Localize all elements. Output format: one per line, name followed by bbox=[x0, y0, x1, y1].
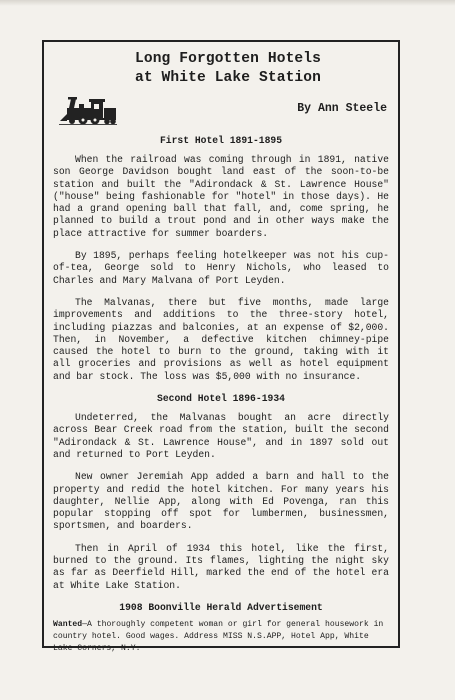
article-title bbox=[53, 50, 389, 88]
page-top-shadow bbox=[0, 0, 455, 6]
advertisement-text bbox=[53, 619, 389, 654]
paragraph: Then in April of 1934 this hotel, like the first, burned to the ground. Its flames, lighting the night sky as far as Deerfield Hill, marked the end of the hotel era at White Lake Station. bbox=[53, 542, 389, 591]
paragraph: By 1895, perhaps feeling hotelkeeper was not his cup-of-tea, George sold to Henry Nichols, who leased to Charles and Mary Malvana of Port Leyden. bbox=[53, 250, 389, 286]
section-heading-second-hotel: Second Hotel 1896-1934 bbox=[157, 393, 285, 405]
author-byline: By Ann Steele bbox=[297, 102, 387, 115]
section-heading-first-hotel: First Hotel 1891-1895 bbox=[159, 135, 283, 146]
paragraph: When the railroad was coming through in 1891, native son George Davidson bought land east of the soon-to-be station and built the "Adirondack & St. Lawrence House" ("house" being fashionable for "hotel" in those days). He had a grand opening ball that fall, and, come spring, he planned to build a trout pond and in other ways make the place attractive for summer boarders. bbox=[53, 154, 389, 239]
paragraph: New owner Jeremiah App added a barn and hall to the property and redid the hotel kitchen. For many years his daughter, Nellie App, along with Ed Povenga, ran this popular stopping off spot for lumbermen, businessmen, sportsmen, and boarders. bbox=[53, 471, 389, 532]
paragraph: Undeterred, the Malvanas bought an acre directly across Bear Creek road from the station, built the second "Adirondack & St. Lawrence House", and in 1897 sold out and returned to Port Leyden. bbox=[53, 412, 389, 460]
title-line-1: Long Forgotten Hotels bbox=[134, 51, 321, 67]
advertisement-body: —A thoroughly competent woman or girl for general housework in country hotel. Good wages. Address MISS N.S.APP, Hotel App, White Lake Corners, N.Y. bbox=[53, 619, 384, 653]
paragraph: The Malvanas, there but five months, made large improvements and additions to the three-story hotel, including piazzas and balconies, at an expense of $2,000. Then, in November, a defective kitchen chimney-pipe caused the hotel to burn to the ground, taking with it all groceries and provisions as well as hotel equipment and bar stock. The loss was $5,000 with no insurance. bbox=[53, 296, 389, 382]
section-heading-advertisement: 1908 Boonville Herald Advertisement bbox=[119, 601, 323, 613]
steam-locomotive-icon bbox=[59, 95, 117, 125]
byline-row bbox=[53, 91, 389, 131]
advertisement-lead: Wanted bbox=[53, 619, 83, 629]
article-frame bbox=[42, 40, 400, 653]
title-line-2: at White Lake Station bbox=[134, 70, 321, 86]
